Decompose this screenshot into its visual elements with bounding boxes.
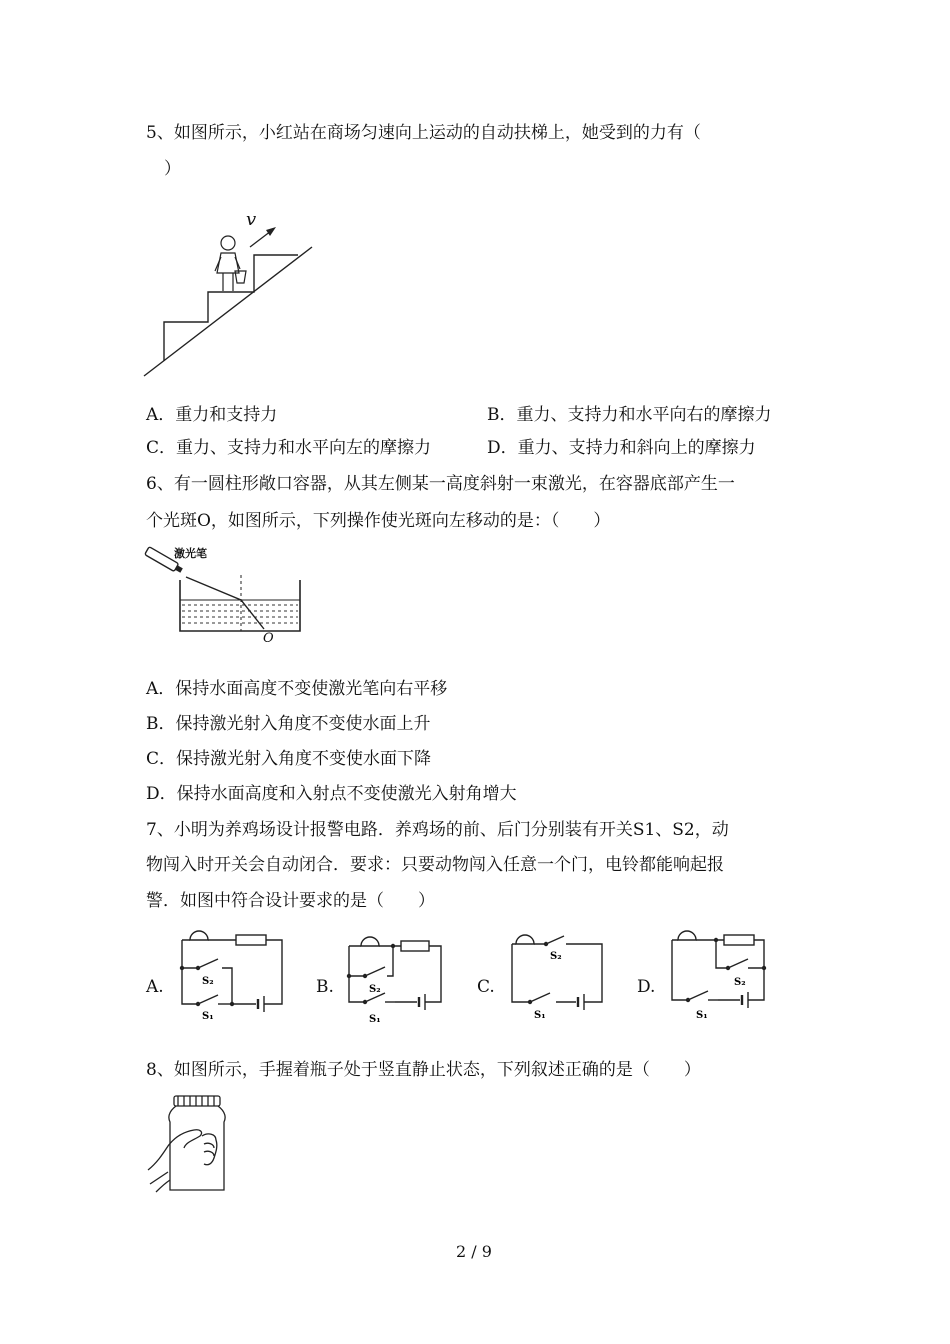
circuit-d-s1-label: S₁ (696, 1010, 708, 1021)
q8-stem-line1: 8、如图所示，手握着瓶子处于竖直静止状态，下列叙述正确的是（ ） (146, 1060, 701, 1080)
circuit-b-s1-label: S₁ (369, 1014, 381, 1025)
circuit-a-s1-label: S₁ (202, 1011, 214, 1022)
q6-option-d: D．保持水面高度和入射点不变使激光入射角增大 (146, 784, 517, 804)
spot-o-label: O (263, 631, 274, 646)
q6-option-b: B．保持激光射入角度不变使水面上升 (146, 714, 431, 734)
q6-stem-line2: 个光斑O，如图所示，下列操作使光斑向左移动的是：（ ） (146, 511, 611, 531)
circuit-c-s1-label: S₁ (534, 1010, 546, 1021)
circuit-d-s2-label: S₂ (734, 977, 746, 988)
circuit-c (506, 924, 608, 1020)
q6-option-a: A．保持水面高度不变使激光笔向右平移 (146, 679, 448, 699)
q7-stem-line2: 物闯入时开关会自动闭合．要求：只要动物闯入任意一个门，电铃都能响起报 (146, 855, 724, 875)
q5-stem-line2: ） (164, 159, 181, 179)
laser-pen-label: 激光笔 (174, 547, 207, 560)
circuit-d (668, 926, 770, 1022)
q6-option-c: C．保持激光射入角度不变使水面下降 (146, 749, 432, 769)
q6-stem-line1: 6、有一圆柱形敞口容器，从其左侧某一高度斜射一束激光，在容器底部产生一 (146, 474, 735, 494)
circuit-c-s2-label: S₂ (550, 951, 562, 962)
page-number: 2 / 9 (456, 1242, 492, 1261)
circuit-b (345, 930, 445, 1026)
q7-option-d-letter: D. (637, 977, 656, 997)
escalator-figure (140, 205, 320, 380)
velocity-label: v (246, 209, 257, 230)
q5-option-a: A．重力和支持力 (146, 405, 278, 425)
q5-option-c: C．重力、支持力和水平向左的摩擦力 (146, 438, 432, 458)
circuit-b-s2-label: S₂ (369, 984, 381, 995)
q5-option-b: B．重力、支持力和水平向右的摩擦力 (487, 405, 772, 425)
q7-option-c-letter: C. (477, 977, 495, 997)
circuit-a-s2-label: S₂ (202, 976, 214, 987)
q5-option-d: D．重力、支持力和斜向上的摩擦力 (487, 438, 756, 458)
circuit-a (178, 926, 286, 1022)
laser-container-figure (142, 545, 312, 645)
q7-stem-line1: 7、小明为养鸡场设计报警电路．养鸡场的前、后门分别装有开关S1、S2，动 (146, 820, 729, 840)
q7-option-a-letter: A. (146, 977, 164, 997)
q5-stem-line1: 5、如图所示，小红站在商场匀速向上运动的自动扶梯上，她受到的力有（ (146, 123, 701, 143)
bottle-hand-figure (144, 1092, 244, 1194)
q7-option-b-letter: B. (316, 977, 334, 997)
q7-stem-line3: 警．如图中符合设计要求的是（ ） (146, 891, 435, 911)
